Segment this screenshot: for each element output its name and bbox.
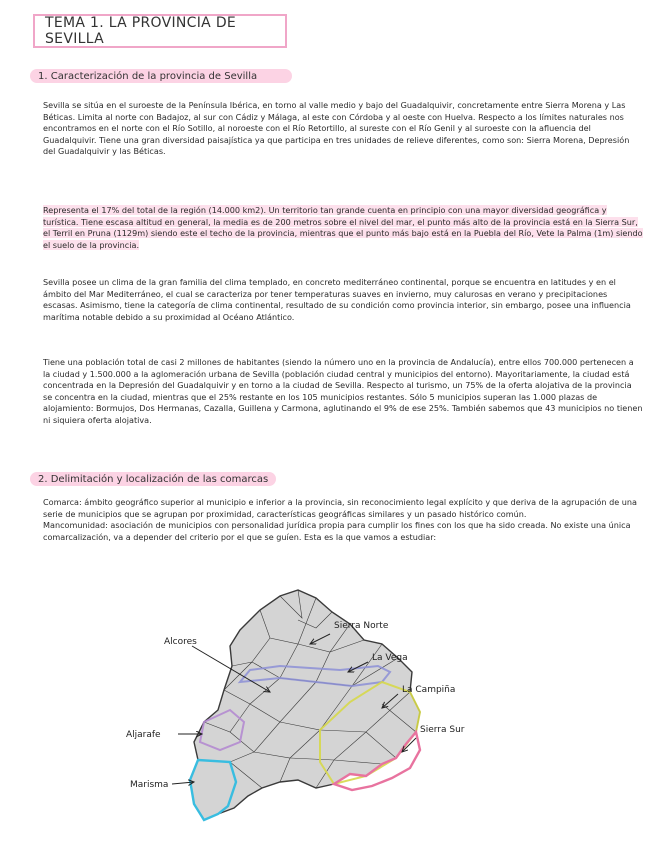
map-label-marisma: Marisma [130,780,169,790]
paragraph-comarca: Comarca: ámbito geográfico superior al municipio e inferior a la provincia, sin reconocimiento legal explícito y que deriva de la agrupación de una serie de municipios que se agrupan por proximidad, características geográficas similares y un pasado histórico común. [43,497,638,519]
paragraph-mancomunidad: Mancomunidad: asociación de municipios con personalidad jurídica propia para cumplir los fines con los que ha sido creada. No existe una única comarcalización, va a depender del criterio por el que se guíen. Esta es la que vamos a estudiar: [43,520,631,542]
page-title-text: TEMA 1. LA PROVINCIA DE SEVILLA [45,15,237,47]
comarcas-map-drawing [120,582,480,844]
map-label-la-campina: La Campiña [402,685,456,695]
paragraph-extension [43,205,643,251]
page-title [33,14,287,48]
map-label-la-vega: La Vega [372,653,408,663]
section-heading-1-text: 1. Caracterización de la provincia de Sevilla [38,70,258,82]
map-label-aljarafe: Aljarafe [126,730,161,740]
paragraph-climate: Sevilla posee un clima de la gran familia del clima templado, en concreto mediterráneo continental, porque se encuentra en latitudes y en el ámbito del Mar Mediterráneo, el cual se caracteriza por tener temperaturas suaves en invierno, muy calurosas en verano y precipitaciones escasas. Asimismo, tiene la categoría de clima continental, resultado de su condición como provincia interior, sin embargo, posee una influencia marítima notable debido a su proximidad al Océano Atlántico. [43,277,631,322]
paragraph-location: Sevilla se sitúa en el suroeste de la Península Ibérica, en torno al valle medio y bajo del Guadalquivir, concretamente entre Sierra Morena y Las Béticas. Limita al norte con Badajoz, al sur con Cádiz y Málaga, al este con Córdoba y al oeste con Huelva. Respecto a los límites naturales nos encontramos en el norte con el Río Sotillo, al noroeste con el Río Retortillo, al sureste con el Río Genil y al suroeste con la afluencia del Guadalquivir. Tiene una gran diversidad paisajística ya que participa en tres unidades de relieve diferentes, como son: Sierra Morena, Depresión del Guadalquivir y las Béticas. [43,100,630,157]
definitions-block [43,497,643,543]
paragraph-population: Tiene una población total de casi 2 millones de habitantes (siendo la número uno en la provincia de Andalucía), entre ellos 700.000 pertenecen a la ciudad y 1.500.000 a la aglomeración urbana de Sevilla (población ciudad central y municipios del entorno). Mayoritariamente, la ciudad está concentrada en la Depresión del Guadalquivir y en torno a la ciudad de Sevilla. Respecto al turismo, un 75% de la oferta alojativa de la provincia se concentra en la ciudad, mientras que el 25% restante en los 105 municipios restantes. Sólo 5 municipios superan las 1.000 plazas de alojamiento: Bormujos, Dos Hermanas, Cazalla, Guillena y Carmona, aglutinando el 9% de ese 25%. También sabemos que 43 municipios no tienen ni siquiera oferta alojativa. [43,357,643,425]
section-heading-1 [30,69,292,83]
map-label-alcores: Alcores [164,637,197,647]
section-heading-2-text: 2. Delimitación y localización de las comarcas [38,473,269,485]
map-label-sierra-sur: Sierra Sur [420,725,465,735]
comarcas-map [120,582,480,844]
section-heading-2 [30,472,276,486]
map-label-sierra-norte: Sierra Norte [334,621,389,631]
paragraph-extension-text: Representa el 17% del total de la región (14.000 km2). Un territorio tan grande cuenta en principio con una mayor diversidad geográfica y turística. Tiene escasa altitud en general, la media es de 200 metros sobre el nivel del mar, el punto más alto de la provincia está en la Sierra Sur, el Terril en Pruna (1129m) siendo este el techo de la provincia, mientras que el punto más bajo está en la Puebla del Río, Vete la Palma (1m) siendo el suelo de la provincia. [43,205,643,250]
